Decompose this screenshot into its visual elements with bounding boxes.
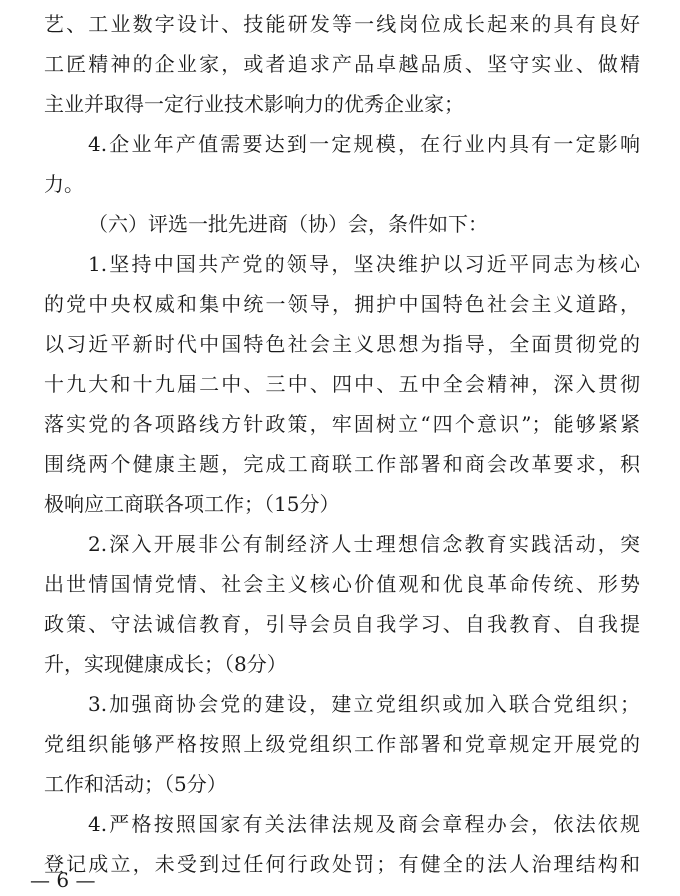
text-line: 艺、工业数字设计、技能研发等一线岗位成长起来的具有良好	[44, 12, 640, 36]
text-line: 升，实现健康成长；（8分）	[44, 652, 287, 676]
text-line: 1.坚持中国共产党的领导，坚决维护以习近平同志为核心	[88, 252, 640, 276]
text-line: 登记成立，未受到过任何行政处罚；有健全的法人治理结构和	[44, 852, 640, 876]
text-line: 3.加强商协会党的建设，建立党组织或加入联合党组织；	[88, 692, 640, 716]
text-line: 十九大和十九届二中、三中、四中、五中全会精神，深入贯彻	[44, 372, 640, 396]
page-number: — 6 —	[30, 868, 96, 892]
text-line: 极响应工商联各项工作；（15分）	[44, 492, 340, 516]
section-heading: （六）评选一批先进商（协）会，条件如下：	[88, 212, 488, 236]
text-line: 4.严格按照国家有关法律法规及商会章程办会，依法依规	[88, 812, 640, 836]
text-line: 落实党的各项路线方针政策，牢固树立“四个意识”；能够紧紧	[44, 412, 640, 436]
text-line: 围绕两个健康主题，完成工商联工作部署和商会改革要求，积	[44, 452, 640, 476]
text-line: 4.企业年产值需要达到一定规模，在行业内具有一定影响	[88, 132, 640, 156]
text-line: 以习近平新时代中国特色社会主义思想为指导，全面贯彻党的	[44, 332, 640, 356]
text-line: 力。	[44, 172, 84, 196]
text-line: 的党中央权威和集中统一领导，拥护中国特色社会主义道路，	[44, 292, 640, 316]
text-line: 出世情国情党情、社会主义核心价值观和优良革命传统、形势	[44, 572, 640, 596]
text-line: 政策、守法诚信教育，引导会员自我学习、自我教育、自我提	[44, 612, 640, 636]
text-line: 工匠精神的企业家，或者追求产品卓越品质、坚守实业、做精	[44, 52, 640, 76]
text-line: 党组织能够严格按照上级党组织工作部署和党章规定开展党的	[44, 732, 640, 756]
text-line: 工作和活动；（5分）	[44, 772, 227, 796]
text-line: 2.深入开展非公有制经济人士理想信念教育实践活动，突	[88, 532, 640, 556]
text-line: 主业并取得一定行业技术影响力的优秀企业家；	[44, 92, 464, 116]
